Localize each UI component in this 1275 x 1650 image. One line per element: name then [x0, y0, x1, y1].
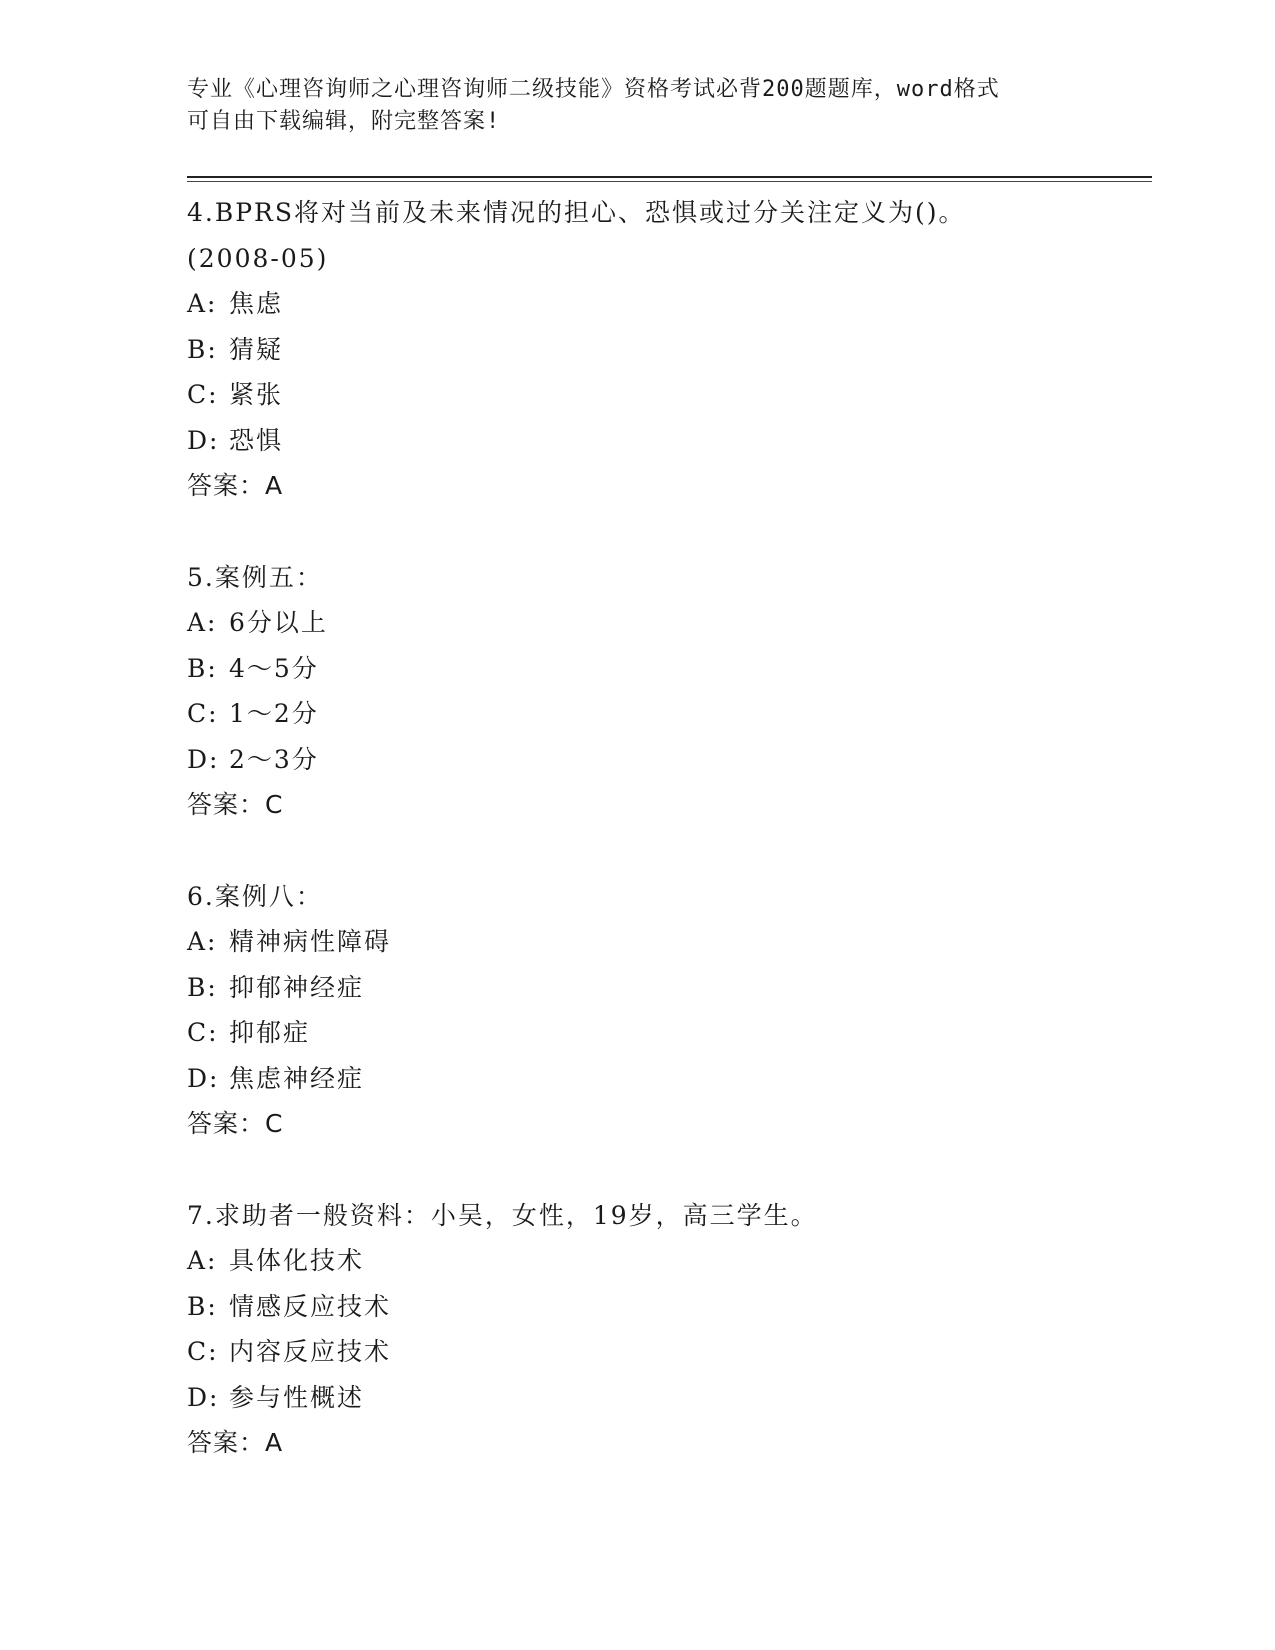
option-a	[187, 919, 1147, 965]
option-letter: A:	[187, 608, 218, 637]
option-text: 参与性概述	[229, 1382, 365, 1412]
option-text: 具体化技术	[229, 1246, 365, 1275]
option-letter: C:	[187, 1337, 219, 1366]
option-letter: A:	[187, 289, 218, 318]
document-header	[187, 74, 1067, 138]
option-text: 恐惧	[229, 425, 284, 455]
option-letter: D:	[187, 744, 220, 774]
answer-line: 答案：C	[187, 1109, 284, 1138]
option-letter: A:	[187, 927, 218, 956]
answer-line: 答案：A	[187, 1428, 284, 1457]
option-text: 4～5分	[229, 653, 319, 683]
header-divider-thin	[187, 181, 1152, 182]
header-line-2: 可自由下载编辑，附完整答案!	[187, 109, 501, 134]
option-text: 焦虑	[229, 289, 284, 318]
option-text: 2～3分	[229, 744, 319, 774]
option-a	[187, 281, 1147, 327]
option-letter: B:	[187, 1291, 218, 1321]
option-letter: B:	[187, 972, 218, 1002]
question-stem: 5.案例五：	[187, 562, 323, 592]
option-text: 6分以上	[229, 608, 328, 637]
answer-line: 答案：A	[187, 471, 284, 500]
option-c	[187, 1010, 1147, 1056]
option-c	[187, 691, 1147, 737]
option-text: 抑郁神经症	[229, 972, 365, 1002]
answer-line: 答案：C	[187, 790, 284, 819]
option-d	[187, 1056, 1147, 1102]
question-stem: 4.BPRS将对当前及未来情况的担心、恐惧或过分关注定义为()。	[187, 198, 966, 227]
question-item	[187, 874, 1147, 1147]
option-text: 紧张	[229, 380, 284, 409]
option-d	[187, 737, 1147, 783]
header-line-1: 专业《心理咨询师之心理咨询师二级技能》资格考试必背200题题库，word格式	[187, 77, 1000, 102]
option-text: 抑郁症	[229, 1018, 311, 1047]
option-text: 精神病性障碍	[229, 927, 392, 956]
option-d	[187, 1375, 1147, 1421]
option-a	[187, 600, 1147, 646]
option-b	[187, 327, 1147, 373]
option-letter: C:	[187, 380, 219, 409]
header-divider-thick	[187, 176, 1152, 178]
option-letter: D:	[187, 425, 220, 455]
option-letter: D:	[187, 1063, 220, 1093]
option-d	[187, 418, 1147, 464]
option-a	[187, 1238, 1147, 1284]
question-stem: 7.求助者一般资料：小吴，女性，19岁，高三学生。	[187, 1200, 818, 1230]
question-item	[187, 555, 1147, 828]
option-letter: D:	[187, 1382, 220, 1412]
option-text: 焦虑神经症	[229, 1063, 365, 1093]
option-text: 猜疑	[229, 334, 284, 364]
question-item	[187, 190, 1147, 509]
option-letter: B:	[187, 653, 218, 683]
option-letter: C:	[187, 699, 219, 728]
question-list	[187, 190, 1147, 1512]
option-text: 情感反应技术	[229, 1291, 392, 1321]
option-b	[187, 646, 1147, 692]
question-stem: 6.案例八：	[187, 881, 323, 911]
option-letter: C:	[187, 1018, 219, 1047]
option-letter: A:	[187, 1246, 218, 1275]
option-b	[187, 1284, 1147, 1330]
option-text: 1～2分	[229, 699, 319, 728]
option-letter: B:	[187, 334, 218, 364]
option-text: 内容反应技术	[229, 1337, 392, 1366]
option-c	[187, 1329, 1147, 1375]
option-c	[187, 372, 1147, 418]
question-stem-note: (2008-05)	[187, 243, 329, 273]
option-b	[187, 965, 1147, 1011]
question-item	[187, 1193, 1147, 1466]
